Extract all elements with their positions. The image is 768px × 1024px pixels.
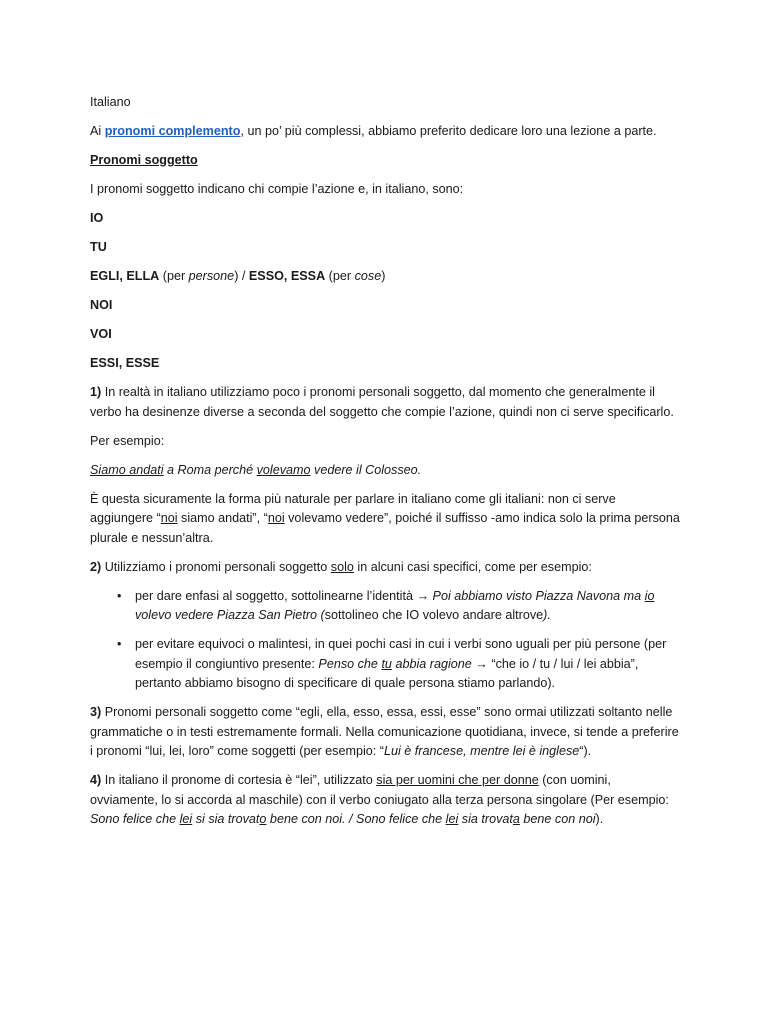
list-item: • per evitare equivoci o malintesi, in quei pochi casi in cui i verbi sono uguali per più persone (per esempio il congiuntivo presente: Penso che tu abbia ragione → “che io / tu / lui / lei abbia”, pertanto abbiamo bisogno di specificare di quale persona stiamo parlando). xyxy=(117,637,667,690)
explanation-paragraph: È questa sicuramente la forma più naturale per parlare in italiano come gli italiani: non ci serve aggiungere “noi siamo andati”, “noi volevamo vedere”, poiché il suffisso -amo indica solo la prima persona plurale e nessun’altra. xyxy=(90,491,680,545)
point-1-paragraph: 1) In realtà in italiano utilizziamo poco i pronomi personali soggetto, dal momento che generalmente il verbo ha desinenze diverse a seconda del soggetto che compie l’azione, quindi non ci serve specificarlo. xyxy=(90,385,674,419)
intro-text: Ai xyxy=(90,124,105,138)
document-body xyxy=(90,93,680,839)
pronoun-egli-ella: EGLI, ELLA (per persone) / ESSO, ESSA (per cose) xyxy=(90,269,386,283)
pronoun-tu: TU xyxy=(90,240,107,254)
example-label: Per esempio: xyxy=(90,433,165,448)
document-title: Italiano xyxy=(90,95,131,109)
pronoun-voi: VOI xyxy=(90,327,112,341)
point-4-paragraph: 4) In italiano il pronome di cortesia è “lei”, utilizzato sia per uomini che per donne (con uomini, ovviamente, lo si accorda al maschile) con il verbo coniugato alla terza persona singolare (Per esempio: Sono felice che lei si sia trovato bene con noi. / Sono felice che lei sia trovata bene con noi). xyxy=(90,773,669,826)
intro-text-rest: , un po’ più complessi, abbiamo preferito dedicare loro una lezione a parte. xyxy=(240,124,657,138)
pronoun-essi-esse: ESSI, ESSE xyxy=(90,356,160,370)
bullet-icon: • xyxy=(117,588,122,603)
example-sentence: Siamo andati a Roma perché volevamo vedere il Colosseo. xyxy=(90,462,422,477)
bullet-icon: • xyxy=(117,637,122,651)
usage-bullet-list xyxy=(90,587,680,694)
point-3-paragraph: 3) Pronomi personali soggetto come “egli, ella, esso, essa, essi, esse” sono ormai utilizzati soltanto nelle grammatiche o in testi estremamente formali. Nella comunicazione quotidiana, invece, si tende a preferire i pronomi “lui, lei, loro” come soggetti (per esempio: “Lui è francese, mentre lei è inglese“). xyxy=(90,705,679,758)
list-item: • per dare enfasi al soggetto, sottolinearne l’identità → Poi abbiamo visto Piazza Navona ma io volevo vedere Piazza San Pietro (sottolineo che IO volevo andare altrove). xyxy=(117,588,655,622)
pronoun-io: IO xyxy=(90,211,104,225)
lead-paragraph: I pronomi soggetto indicano chi compie l’azione e, in italiano, sono: xyxy=(90,182,464,196)
section-heading xyxy=(90,151,680,171)
intro-paragraph xyxy=(90,122,680,142)
pronomi-complemento-link[interactable]: pronomi complemento xyxy=(104,124,241,138)
point-2-paragraph: 2) Utilizziamo i pronomi personali soggetto solo in alcuni casi specifici, come per esempio: xyxy=(90,559,592,574)
section-heading-text: Pronomi soggetto xyxy=(90,153,198,167)
pronoun-noi: NOI xyxy=(90,298,113,312)
